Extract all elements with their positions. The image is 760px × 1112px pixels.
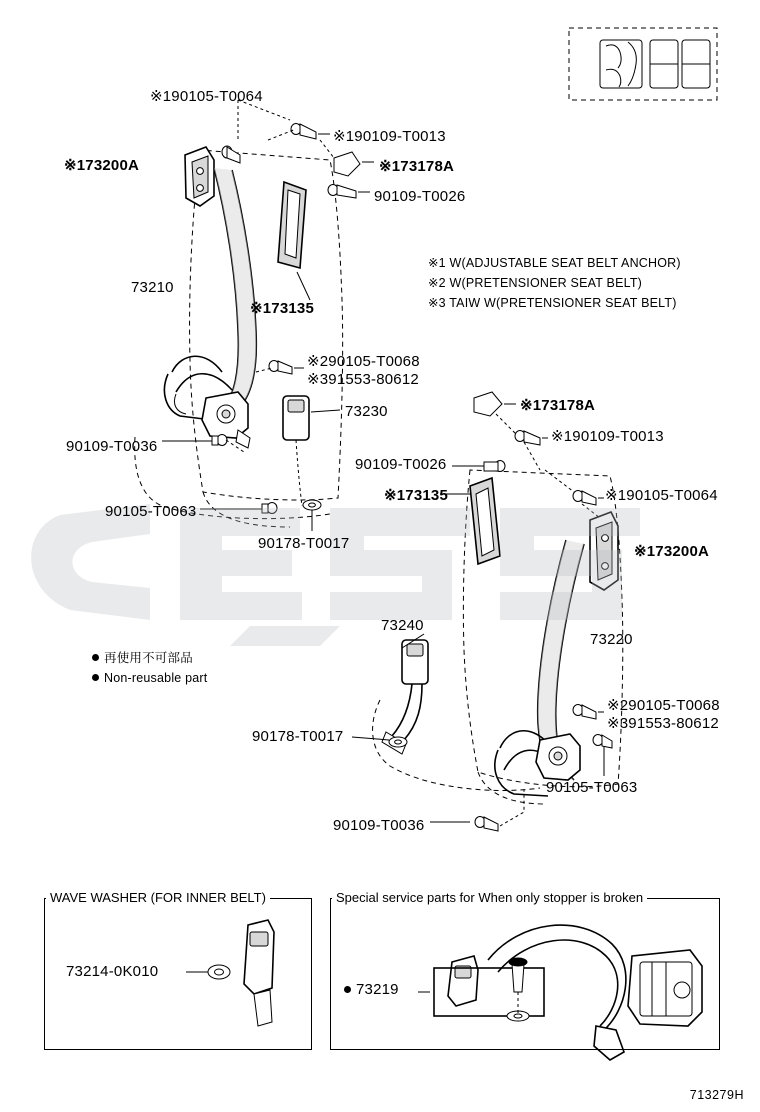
label-90105-t0068-lower: ※290105-T0068 — [607, 697, 720, 714]
label-90109-t0036-lower: 90109-T0036 — [333, 817, 425, 834]
clip-73178a-lower — [474, 392, 520, 438]
bolt-90105-t0063-lower — [593, 735, 612, 777]
label-90178-t0017-lower: 90178-T0017 — [252, 728, 344, 745]
vehicle-key-diagram — [569, 28, 717, 100]
label-90178-t0017-upper: 90178-T0017 — [258, 535, 350, 552]
bullet-icon-2 — [92, 674, 99, 681]
label-90109-t0026-upper: 90109-T0026 — [374, 188, 466, 205]
non-reusable-en: Non-reusable part — [92, 671, 207, 685]
label-73135-lower: ※173135 — [384, 487, 449, 504]
label-90105-t0063-lower: 90105-T0063 — [546, 779, 638, 796]
label-73219: 73219 — [344, 981, 399, 998]
bolt-90109-t0013-lower — [515, 431, 548, 471]
bolt-90109-t0013-upper — [291, 124, 330, 140]
non-reusable-jp: 再使用不可部品 — [92, 651, 193, 665]
label-90105-t0068-upper: ※290105-T0068 — [307, 353, 420, 370]
label-73178a-lower: ※173178A — [520, 397, 596, 414]
bolt-90105-t0064-lower — [545, 470, 604, 518]
bullet-icon-3 — [344, 986, 351, 993]
legend-note-3: ※3 TAIW W(PRETENSIONER SEAT BELT) — [428, 296, 677, 310]
label-91553-80612-lower: ※391553-80612 — [607, 715, 719, 732]
buckle-73230 — [283, 396, 340, 506]
label-73200a-upper: ※173200A — [64, 157, 140, 174]
lower-anchor-bracket — [590, 512, 618, 590]
label-73200a-lower: ※173200A — [634, 543, 710, 560]
label-90109-t0013-upper: ※190109-T0013 — [333, 128, 446, 145]
label-73240: 73240 — [381, 617, 424, 634]
label-90105-t0064-lower: ※190105-T0064 — [605, 487, 718, 504]
label-90105-t0064-upper: ※190105-T0064 — [150, 88, 263, 105]
label-73220: 73220 — [590, 631, 633, 648]
label-90105-t0063-upper: 90105-T0063 — [105, 503, 197, 520]
label-90109-t0013-lower: ※190109-T0013 — [551, 428, 664, 445]
label-73214-0k010: 73214-0K010 — [66, 963, 159, 980]
belt-guide-73135 — [278, 182, 310, 300]
panel-stopper-service-title: Special service parts for When only stopper is broken — [332, 890, 647, 905]
panel-stopper-service — [330, 898, 720, 1050]
clip-73178a-upper — [320, 140, 374, 176]
bolt-90109-t0036-lower — [430, 790, 524, 831]
legend-note-2: ※2 W(PRETENSIONER SEAT BELT) — [428, 276, 643, 290]
label-90109-t0036-upper: 90109-T0036 — [66, 438, 158, 455]
panel-wave-washer-title: WAVE WASHER (FOR INNER BELT) — [46, 890, 270, 905]
bolt-90105-t0068-upper — [256, 361, 304, 375]
label-73178a-upper: ※173178A — [379, 158, 455, 175]
bolt-90105-t0063-upper — [200, 503, 277, 514]
label-91553-80612-upper: ※391553-80612 — [307, 371, 419, 388]
bullet-icon — [92, 654, 99, 661]
label-73230: 73230 — [345, 403, 388, 420]
bolt-90105-t0064 — [222, 100, 240, 163]
belt-guide-73135-lower — [440, 478, 500, 564]
label-73135-upper: ※173135 — [250, 300, 315, 317]
washer-90178-t0017-lower — [352, 737, 407, 747]
buckle-73240 — [382, 634, 428, 754]
bolt-90109-t0026-upper — [328, 185, 370, 199]
label-90109-t0026-lower: 90109-T0026 — [355, 456, 447, 473]
retractor-lower — [536, 734, 580, 780]
diagram-code: 713279H — [689, 1088, 744, 1102]
label-73210: 73210 — [131, 279, 174, 296]
legend-note-1: ※1 W(ADJUSTABLE SEAT BELT ANCHOR) — [428, 256, 681, 270]
bolt-90105-t0068-lower — [573, 705, 604, 720]
upper-anchor-bracket — [185, 147, 214, 206]
bolt-90109-t0026-lower — [452, 461, 505, 472]
